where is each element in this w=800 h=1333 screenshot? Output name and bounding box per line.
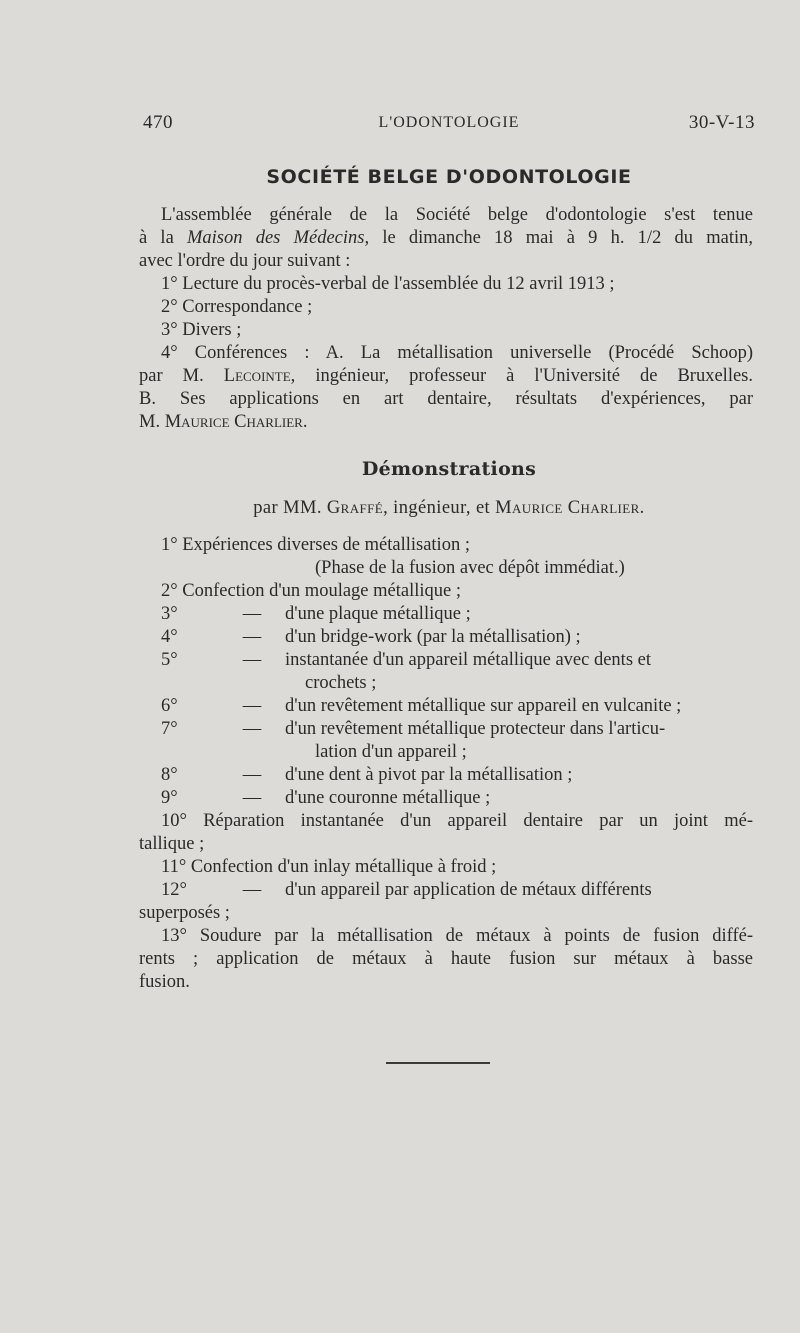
- dash: —: [242, 719, 262, 739]
- by-c: , ingénieur, et: [383, 498, 491, 518]
- num-9: 9°: [161, 788, 178, 808]
- demo-item-2: 2° Confection d'un moulage métallique ;: [161, 581, 461, 601]
- agenda-item-2: 2° Correspondance ;: [161, 297, 313, 317]
- demonstrations-heading: Démonstrations: [361, 458, 537, 480]
- demonstration-list: [139, 534, 753, 994]
- demo-item-4: [139, 626, 753, 649]
- demo-item-1-note: (Phase de la fusion avec dépôt immédiat.): [315, 558, 625, 578]
- text-6: d'un revêtement métallique sur appareil en vulcanite ;: [285, 696, 682, 716]
- a5-a: par M.: [139, 366, 204, 386]
- a5-c: , ingénieur, professeur à l'Université de Bruxelles.: [290, 366, 753, 386]
- text-7: d'un revêtement métallique protecteur dans l'articu-: [285, 719, 666, 739]
- num-4: 4°: [161, 627, 178, 647]
- demo-item-1: 1° Expériences diverses de métallisation ;: [161, 535, 470, 555]
- a7-a: M.: [139, 412, 161, 432]
- agenda-item-4: 4° Conférences : A. La métallisation universelle (Procédé Schoop): [161, 343, 753, 363]
- agenda-line-5: [139, 365, 753, 388]
- num-3: 3°: [161, 604, 178, 624]
- demo-item-9: [139, 787, 753, 810]
- intro-l2-c: le dimanche 18 mai à 9 h. 1/2 du matin,: [382, 228, 754, 248]
- article-title: SOCIÉTÉ BELGE D'ODONTOLOGIE: [266, 166, 632, 188]
- dash: —: [242, 650, 262, 670]
- agenda-item-3: 3° Divers ;: [161, 320, 242, 340]
- intro-l2-venue: Maison des Médecins,: [187, 228, 370, 248]
- text-12: d'un appareil par application de métaux différents: [285, 880, 652, 900]
- issue-date: 30-V-13: [688, 112, 755, 133]
- demo-item-12-cont: superposés ;: [139, 903, 230, 923]
- text-3: d'une plaque métallique ;: [285, 604, 471, 624]
- num-6: 6°: [161, 696, 178, 716]
- section-rule: [386, 1062, 490, 1064]
- by-charlier: Maurice Charlier.: [495, 498, 645, 518]
- demo-item-10: 10° Réparation instantanée d'un appareil dentaire par un joint mé-: [161, 811, 753, 831]
- text-4: d'un bridge-work (par la métallisation) ;: [285, 627, 581, 647]
- intro-l2-a: à la: [139, 228, 174, 248]
- demo-item-13-end: fusion.: [139, 972, 190, 992]
- text-5: instantanée d'un appareil métallique avec dents et: [285, 650, 651, 670]
- dash: —: [242, 627, 262, 647]
- dash: —: [242, 604, 262, 624]
- by-a: par MM.: [253, 498, 322, 518]
- demo-item-5: [139, 649, 753, 672]
- demonstrators-line: [143, 498, 755, 519]
- a7-charlier: Maurice Charlier.: [164, 412, 308, 432]
- demo-item-13: 13° Soudure par la métallisation de métaux à points de fusion diffé-: [161, 926, 753, 946]
- demo-item-5-cont: crochets ;: [305, 673, 377, 693]
- text-9: d'une couronne métallique ;: [285, 788, 491, 808]
- journal-title: L'ODONTOLOGIE: [378, 114, 520, 131]
- intro-paragraph: [139, 204, 753, 434]
- a5-lecointe: Lecointe: [223, 366, 291, 386]
- demo-item-7: [139, 718, 753, 741]
- intro-line-3: avec l'ordre du jour suivant :: [139, 251, 351, 271]
- agenda-item-1: 1° Lecture du procès-verbal de l'assemblée du 12 avril 1913 ;: [161, 274, 615, 294]
- demo-item-7-cont: lation d'un appareil ;: [315, 742, 467, 762]
- by-graffe: Graffé: [326, 498, 384, 518]
- text-8: d'une dent à pivot par la métallisation ;: [285, 765, 573, 785]
- num-8: 8°: [161, 765, 178, 785]
- demo-item-3: [139, 603, 753, 626]
- demo-item-11: 11° Confection d'un inlay métallique à froid ;: [161, 857, 497, 877]
- running-header: [143, 112, 755, 136]
- demo-item-12: [139, 879, 753, 902]
- agenda-line-7: [139, 411, 753, 434]
- demo-item-10-cont: tallique ;: [139, 834, 205, 854]
- page-number: 470: [143, 112, 173, 133]
- demo-item-13-cont: rents ; application de métaux à haute fusion sur métaux à basse: [139, 949, 753, 969]
- dash: —: [242, 696, 262, 716]
- intro-line-2: [139, 227, 753, 250]
- dash: —: [242, 765, 262, 785]
- demo-item-8: [139, 764, 753, 787]
- demo-item-6: [139, 695, 753, 718]
- dash: —: [242, 880, 262, 900]
- num-5: 5°: [161, 650, 178, 670]
- agenda-line-6: B. Ses applications en art dentaire, résultats d'expériences, par: [139, 389, 753, 409]
- num-12: 12°: [161, 880, 187, 900]
- intro-line-1: L'assemblée générale de la Société belge d'odontologie s'est tenue: [161, 205, 753, 225]
- num-7: 7°: [161, 719, 178, 739]
- dash: —: [242, 788, 262, 808]
